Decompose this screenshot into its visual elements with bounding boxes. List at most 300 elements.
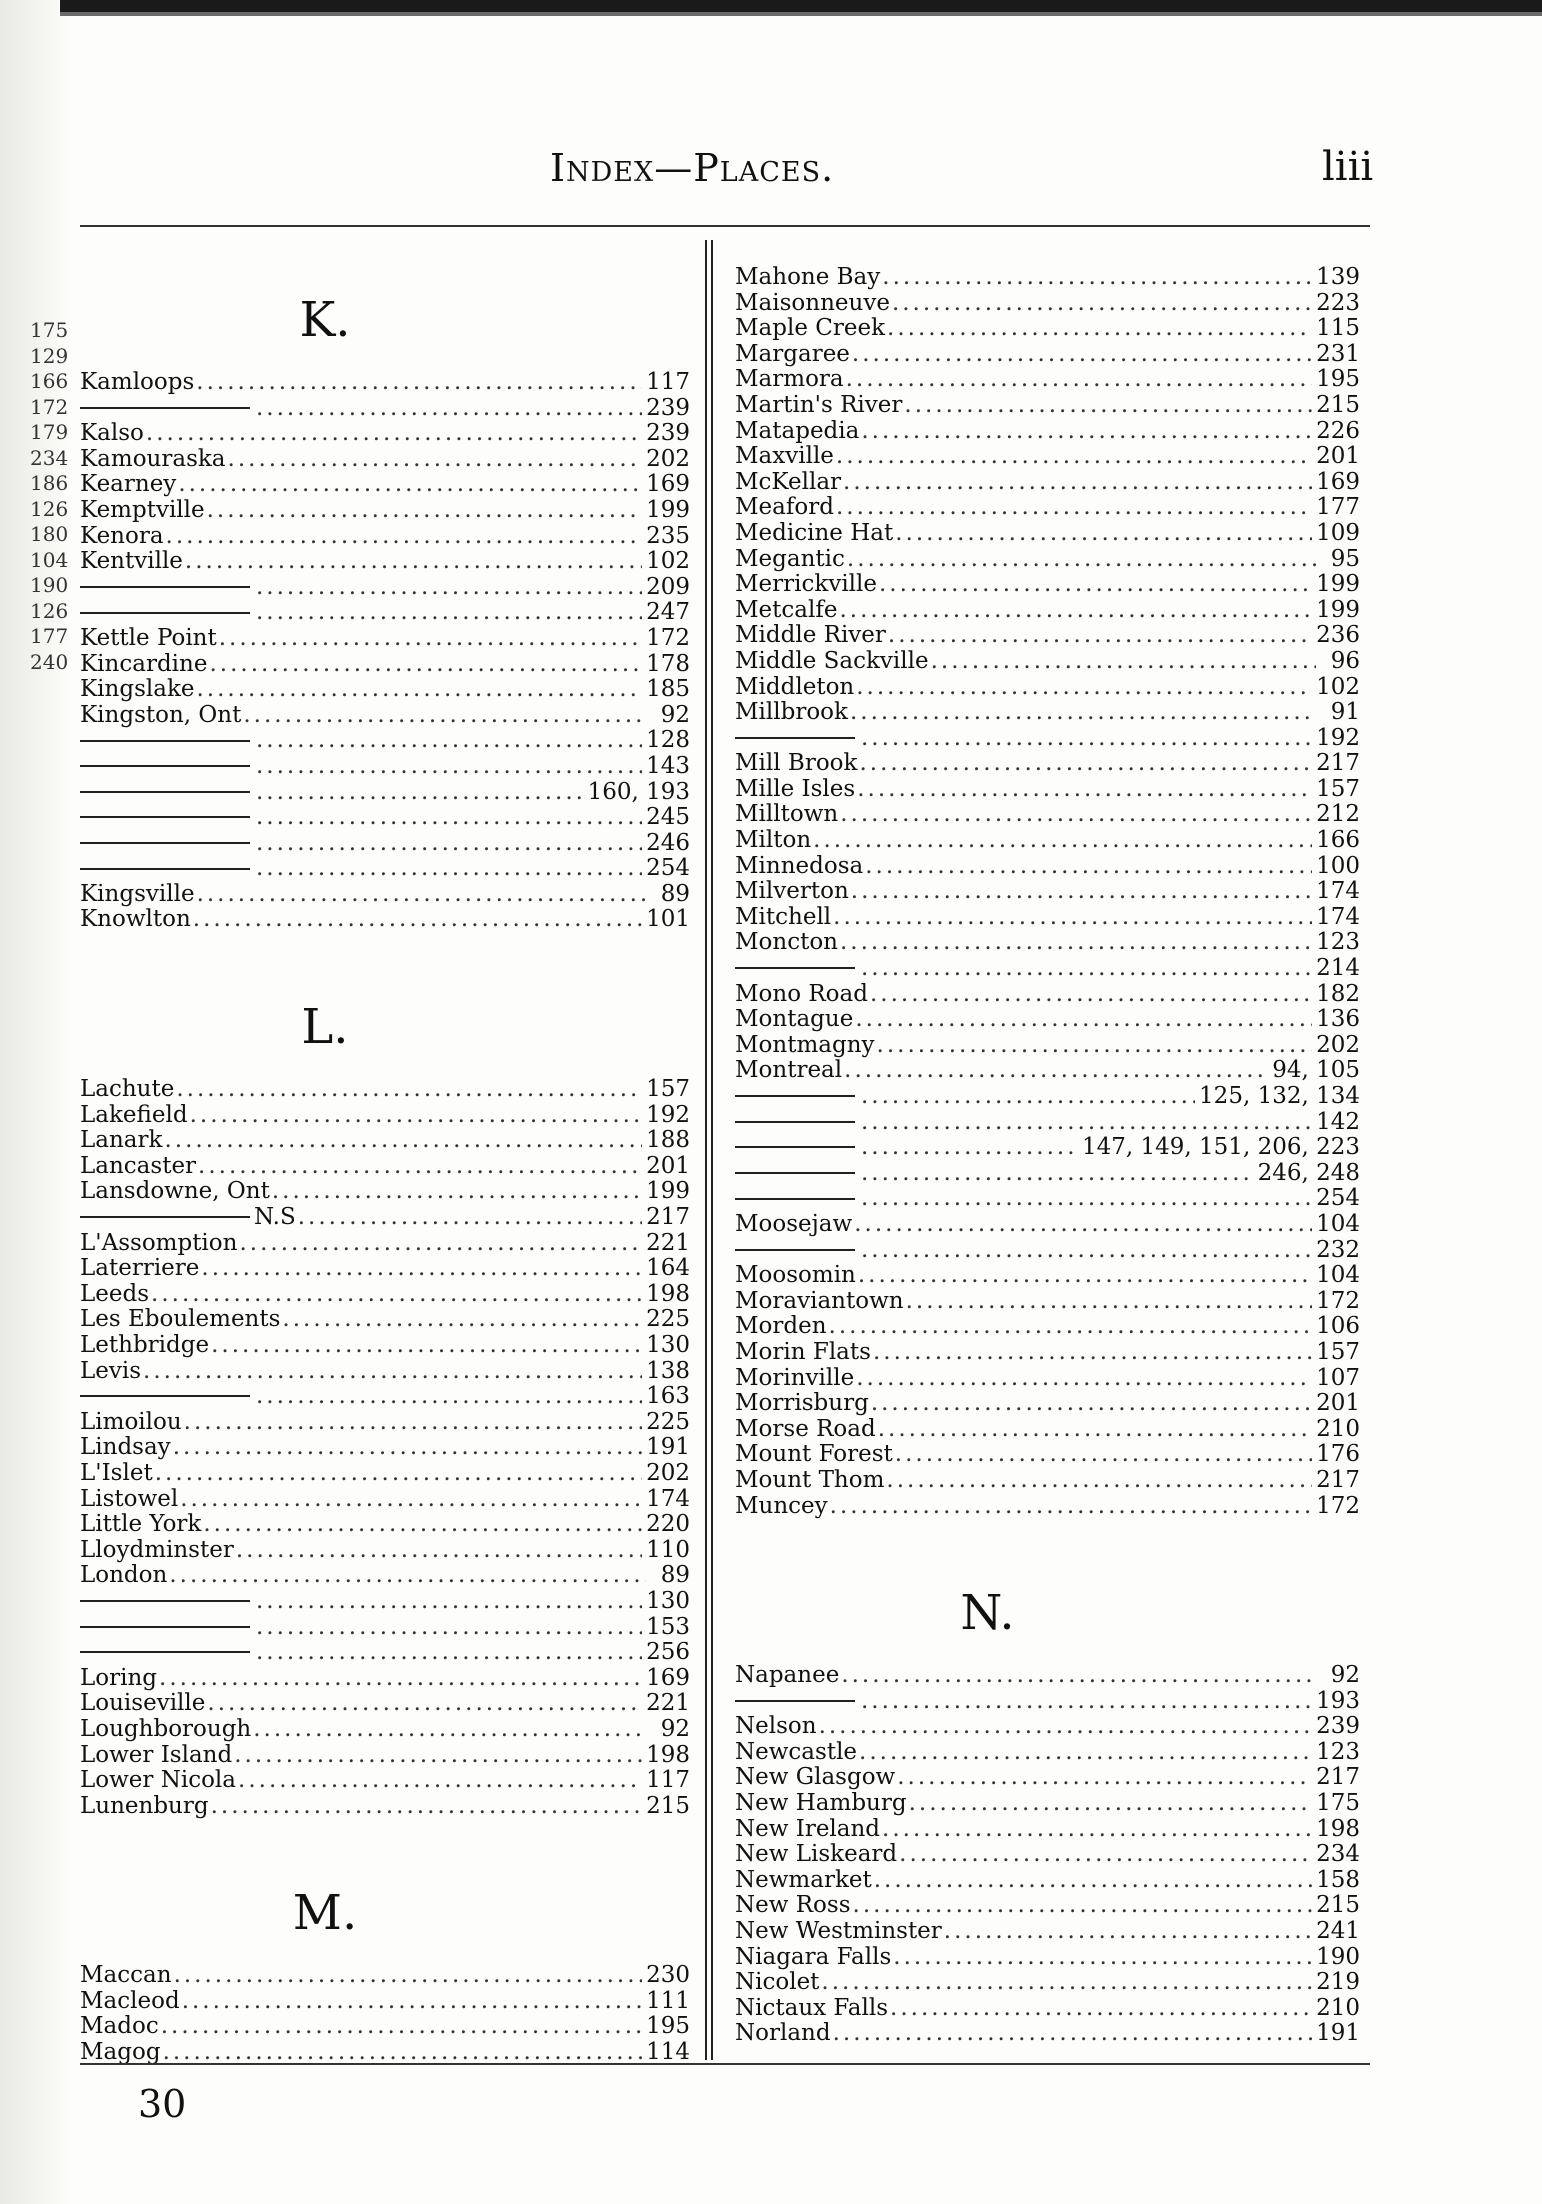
page-references: 175	[1316, 1790, 1360, 1817]
place-name: Nictaux Falls	[735, 1994, 889, 2021]
place-name: Mitchell	[735, 903, 832, 930]
page-references: 139	[1316, 264, 1360, 290]
page-references: 91	[1330, 699, 1360, 726]
leader-dots	[840, 930, 1312, 956]
page-references: 239	[646, 394, 690, 421]
page-title: Index—Places.	[550, 146, 835, 190]
leader-dots	[874, 1868, 1312, 1894]
index-entry	[735, 521, 1360, 547]
place-name: Morinville	[735, 1364, 855, 1391]
leader-dots	[877, 1033, 1313, 1059]
index-entry	[80, 396, 690, 422]
page-references: 142	[1316, 1108, 1360, 1135]
index-entry	[735, 291, 1360, 317]
page-references: 123	[1316, 1738, 1360, 1765]
page-references: 220	[646, 1511, 690, 1538]
ditto-dash	[80, 1216, 250, 1219]
place-name: Lanark	[80, 1127, 163, 1154]
leader-dots	[197, 677, 643, 703]
index-entry	[80, 1154, 690, 1180]
index-entry	[80, 2040, 690, 2066]
leader-dots	[209, 652, 642, 678]
leader-dots	[861, 1186, 1312, 1212]
place-name: Morse Road	[735, 1415, 876, 1442]
ditto-dash	[735, 1700, 855, 1703]
page-references: 128	[646, 727, 690, 754]
index-entry	[735, 342, 1360, 368]
place-name: McKellar	[735, 468, 842, 495]
page-references: 225	[646, 1306, 690, 1333]
index-entry	[735, 572, 1360, 598]
place-name: Kamouraska	[80, 445, 226, 472]
leader-dots	[201, 1256, 642, 1282]
margin-number: 166	[30, 369, 69, 393]
ditto-dash	[80, 740, 250, 743]
place-name: Little York	[80, 1511, 202, 1538]
place-name: Mahone Bay	[735, 264, 881, 290]
roman-page-number: liii	[1322, 144, 1374, 190]
index-entry	[80, 626, 690, 652]
index-entry	[735, 1765, 1360, 1791]
leader-dots	[853, 1893, 1313, 1919]
page-references: 234	[1316, 1841, 1360, 1868]
leader-dots	[840, 802, 1312, 828]
page-references: 178	[646, 650, 690, 677]
index-entry	[735, 879, 1360, 905]
leader-dots	[906, 1289, 1313, 1315]
page-references: 172	[1316, 1287, 1360, 1314]
leader-dots	[890, 1996, 1312, 2022]
leader-dots	[198, 1154, 642, 1180]
index-entry	[80, 882, 690, 908]
index-entry	[80, 1333, 690, 1359]
leader-dots	[870, 982, 1312, 1008]
place-name: Maxville	[735, 443, 834, 470]
margin-number: 126	[30, 598, 69, 623]
index-entry	[735, 675, 1360, 701]
section-letter-heading: K.	[299, 292, 351, 348]
page-edge-bar	[60, 0, 1542, 12]
leader-dots	[169, 1563, 646, 1589]
page-references: 172	[1316, 1492, 1360, 1519]
page-references: 130	[646, 1587, 690, 1614]
page-references: 92	[660, 701, 690, 728]
page-references: 185	[646, 676, 690, 703]
ditto-dash	[735, 1146, 855, 1149]
index-entry	[735, 1919, 1360, 1945]
leader-dots	[207, 1691, 642, 1717]
index-entry	[735, 265, 1360, 291]
page-references: 89	[660, 1562, 690, 1589]
leader-dots	[166, 524, 643, 550]
leader-dots	[858, 1263, 1312, 1289]
leader-dots	[873, 1340, 1312, 1366]
index-entry	[80, 1077, 690, 1103]
index-entry	[735, 905, 1360, 931]
page-references: 199	[1316, 571, 1360, 598]
place-name: Martin's River	[735, 391, 903, 418]
page-references: 110	[646, 1536, 690, 1563]
page-references: 256	[646, 1639, 690, 1666]
leader-dots	[256, 575, 642, 601]
leader-dots	[829, 1314, 1313, 1340]
place-name: Listowel	[80, 1485, 179, 1512]
place-name: Knowlton	[80, 906, 191, 933]
page-references: 123	[1316, 929, 1360, 956]
place-name: Medicine Hat	[735, 519, 894, 546]
page-references: 177	[1316, 494, 1360, 521]
leader-dots	[897, 1765, 1312, 1791]
place-name: New Hamburg	[735, 1790, 907, 1817]
index-entry	[735, 1391, 1360, 1417]
index-entry	[735, 1996, 1360, 2022]
ditto-dash	[735, 1121, 855, 1124]
index-entry	[735, 1494, 1360, 1520]
place-name: Morin Flats	[735, 1338, 871, 1365]
leader-dots	[909, 1791, 1313, 1817]
place-name: Louiseville	[80, 1690, 206, 1717]
margin-number: 180	[30, 522, 69, 546]
leader-dots	[253, 1717, 646, 1743]
margin-number: 179	[30, 420, 69, 444]
page-references: 117	[646, 369, 690, 395]
place-name: New Ireland	[735, 1815, 881, 1842]
page-references: 192	[1316, 724, 1360, 751]
page-references: 245	[646, 804, 690, 831]
leader-dots	[882, 265, 1312, 291]
index-entry	[80, 1307, 690, 1333]
leader-dots	[256, 728, 642, 754]
page-references: 130	[646, 1332, 690, 1358]
index-entry	[735, 470, 1360, 496]
leader-dots	[239, 1231, 642, 1257]
leader-dots	[861, 1689, 1312, 1715]
page-references: 104	[1316, 1210, 1360, 1237]
place-name: New Ross	[735, 1892, 851, 1919]
leader-dots	[882, 1817, 1312, 1843]
index-entry	[735, 956, 1360, 982]
ditto-dash	[735, 967, 855, 970]
leader-dots	[861, 1084, 1195, 1110]
index-entry	[735, 1868, 1360, 1894]
index-entry	[735, 1289, 1360, 1315]
place-name: Kamloops	[80, 369, 195, 395]
page-references: 198	[1316, 1815, 1360, 1842]
page-references: 219	[1316, 1969, 1360, 1996]
page-references: 136	[1316, 1006, 1360, 1033]
page-references: 100	[1316, 852, 1360, 879]
leader-dots	[164, 1128, 642, 1154]
index-entry	[735, 1945, 1360, 1971]
page-references: 190	[1316, 1943, 1360, 1970]
place-name: Moosejaw	[735, 1210, 853, 1237]
index-entry	[80, 1589, 690, 1615]
index-entry	[80, 1231, 690, 1257]
ditto-dash	[80, 1651, 250, 1654]
index-entry	[80, 498, 690, 524]
index-entry	[735, 1970, 1360, 1996]
page-references: 89	[660, 880, 690, 907]
place-name: Lethbridge	[80, 1332, 210, 1358]
place-name: Mount Thom	[735, 1466, 885, 1493]
leader-dots	[185, 549, 642, 575]
index-entry	[80, 1989, 690, 2015]
index-entry	[80, 1615, 690, 1641]
index-entry	[735, 1238, 1360, 1264]
page-references: 215	[1316, 391, 1360, 418]
leader-dots	[944, 1919, 1312, 1945]
ditto-dash	[80, 1626, 250, 1629]
page-references: 163	[646, 1383, 690, 1410]
index-entry	[735, 419, 1360, 445]
index-entry	[735, 777, 1360, 803]
place-name: Marmora	[735, 366, 844, 393]
page-references: 221	[646, 1229, 690, 1256]
leader-dots	[878, 1417, 1312, 1443]
place-name: Montreal	[735, 1057, 843, 1084]
margin-number: 240	[30, 649, 69, 674]
index-entry	[735, 1314, 1360, 1340]
place-name: Madoc	[80, 2013, 159, 2040]
place-name: Lower Island	[80, 1741, 233, 1768]
page-references: 193	[1316, 1687, 1360, 1714]
page-references: 192	[646, 1101, 690, 1128]
index-entry	[80, 421, 690, 447]
leader-dots	[155, 1461, 642, 1487]
place-name: Millbrook	[735, 699, 848, 726]
page-references: 109	[1316, 519, 1360, 546]
index-entry	[735, 700, 1360, 726]
page-references: 195	[646, 2013, 690, 2040]
page-references: 166	[1316, 827, 1360, 854]
place-name: Lindsay	[80, 1434, 171, 1461]
place-name: Megantic	[735, 545, 845, 572]
leader-dots	[256, 1615, 642, 1641]
leader-dots	[852, 342, 1312, 368]
index-entry	[80, 575, 690, 601]
place-name: Mono Road	[735, 980, 868, 1007]
margin-number: 177	[30, 624, 69, 648]
place-name: Morden	[735, 1313, 827, 1340]
ditto-dash	[80, 868, 250, 871]
place-name: Nelson	[735, 1713, 817, 1740]
leader-dots	[892, 291, 1312, 317]
place-name: Kalso	[80, 420, 144, 447]
place-name: Middleton	[735, 673, 855, 700]
page-references: 199	[646, 1178, 690, 1205]
place-name: Newcastle	[735, 1738, 858, 1765]
page-references: 254	[1316, 1185, 1360, 1212]
margin-number: 126	[30, 496, 69, 521]
place-name: Leeds	[80, 1280, 150, 1307]
leader-dots	[855, 1007, 1312, 1033]
leader-dots	[256, 1589, 642, 1615]
page-references: 235	[646, 522, 690, 549]
index-entry	[80, 805, 690, 831]
page-references: 114	[646, 2039, 690, 2066]
page-references: 198	[646, 1280, 690, 1307]
page-references: 143	[646, 752, 690, 779]
leader-dots	[219, 626, 642, 652]
index-entry	[80, 1640, 690, 1666]
page-references: 217	[1316, 1466, 1360, 1493]
page-references: 157	[1316, 775, 1360, 802]
margin-number: 172	[30, 394, 69, 419]
index-entry	[80, 524, 690, 550]
place-name: Milton	[735, 827, 812, 854]
margin-number: 234	[30, 445, 69, 470]
page-references: 236	[1316, 622, 1360, 649]
page-references: 164	[646, 1255, 690, 1282]
index-entry	[735, 393, 1360, 419]
place-name: L'Assomption	[80, 1229, 238, 1256]
leader-dots	[256, 856, 642, 882]
page-references: 217	[646, 1204, 690, 1231]
page-references: 111	[646, 1987, 690, 2014]
index-entry	[80, 1282, 690, 1308]
index-entry	[80, 1743, 690, 1769]
place-name: Minnedosa	[735, 852, 864, 879]
leader-dots	[819, 1714, 1313, 1740]
leader-dots	[256, 396, 642, 422]
leader-dots	[844, 1058, 1268, 1084]
ditto-dash	[80, 765, 250, 768]
leader-dots	[861, 1135, 1078, 1161]
place-name: Kingston, Ont	[80, 701, 242, 728]
page-references: 157	[646, 1076, 690, 1103]
place-name: Macleod	[80, 1987, 180, 2014]
place-name: Lansdowne, Ont	[80, 1178, 270, 1205]
index-entry	[735, 1263, 1360, 1289]
index-entry	[735, 1058, 1360, 1084]
place-name: Niagara Falls	[735, 1943, 892, 1970]
leader-dots	[861, 1161, 1254, 1187]
place-name: Limoilou	[80, 1408, 182, 1435]
column-divider	[705, 240, 713, 2060]
index-entry	[80, 1461, 690, 1487]
ditto-dash	[735, 1172, 855, 1175]
index-entry	[735, 1417, 1360, 1443]
leader-dots	[861, 956, 1312, 982]
page-references: 215	[646, 1792, 690, 1819]
ditto-dash	[80, 842, 250, 845]
leader-dots	[151, 1282, 642, 1308]
page-references: 117	[646, 1767, 690, 1794]
leader-dots	[847, 547, 1316, 573]
leader-dots	[234, 1743, 642, 1769]
leader-dots	[904, 393, 1312, 419]
leader-dots	[256, 1384, 642, 1410]
index-entry	[80, 1410, 690, 1436]
index-column-left	[80, 270, 690, 2066]
index-entry	[735, 854, 1360, 880]
leader-dots	[886, 1468, 1312, 1494]
margin-number: 104	[30, 547, 69, 572]
place-name: Kenora	[80, 522, 164, 549]
leader-dots	[146, 421, 642, 447]
margin-number: 129	[30, 343, 69, 368]
page-references: 214	[1316, 955, 1360, 982]
place-name: Lakefield	[80, 1101, 188, 1128]
index-entry	[735, 1033, 1360, 1059]
leader-dots	[211, 1333, 642, 1359]
page-references: 202	[646, 445, 690, 472]
page-references: 92	[1330, 1662, 1360, 1689]
index-entry	[735, 1186, 1360, 1212]
index-entry	[80, 1768, 690, 1794]
page-references: 239	[1316, 1713, 1360, 1740]
leader-dots	[256, 805, 642, 831]
index-entry	[735, 1442, 1360, 1468]
place-name: Montague	[735, 1006, 854, 1033]
place-name: Lloydminster	[80, 1536, 234, 1563]
index-entry	[735, 1110, 1360, 1136]
page-references: 246	[646, 829, 690, 856]
page-references: 102	[1316, 673, 1360, 700]
page-references: 101	[646, 906, 690, 933]
page-references: 199	[646, 496, 690, 523]
leader-dots	[871, 1391, 1312, 1417]
place-name: Kettle Point	[80, 624, 217, 651]
index-entry	[80, 370, 690, 396]
margin-number: 190	[30, 573, 69, 597]
page-references: 96	[1330, 647, 1360, 674]
leader-dots	[176, 1077, 642, 1103]
index-entry	[80, 447, 690, 473]
leader-dots	[243, 703, 646, 729]
place-name: Milverton	[735, 878, 849, 905]
index-entry	[735, 1740, 1360, 1766]
ditto-dash	[80, 1395, 250, 1398]
index-entry	[80, 1666, 690, 1692]
index-entry	[80, 1359, 690, 1385]
ditto-dash	[80, 586, 250, 589]
place-name: Lunenburg	[80, 1792, 209, 1819]
leader-dots	[143, 1359, 642, 1385]
leader-dots	[859, 1740, 1312, 1766]
place-name: Lancaster	[80, 1152, 197, 1179]
leader-dots	[193, 907, 642, 933]
page-references: 169	[646, 471, 690, 498]
page-references: 106	[1316, 1313, 1360, 1340]
index-entry	[80, 1963, 690, 1989]
page-references: 160, 193	[587, 778, 690, 805]
place-name: Matapedia	[735, 417, 860, 444]
place-name: Loring	[80, 1664, 158, 1691]
leader-dots	[836, 495, 1312, 521]
ditto-dash	[80, 816, 250, 819]
page-references: 191	[1316, 2020, 1360, 2047]
index-entry	[80, 1794, 690, 1820]
page-references: 210	[1316, 1994, 1360, 2021]
page-references: 221	[646, 1690, 690, 1717]
page-references: 157	[1316, 1338, 1360, 1365]
index-entry	[80, 1538, 690, 1564]
page-references: 201	[1316, 1390, 1360, 1417]
leader-dots	[856, 675, 1312, 701]
page-references: 254	[646, 855, 690, 882]
leader-dots	[879, 572, 1312, 598]
place-name: Milltown	[735, 801, 839, 828]
place-name: Margaree	[735, 340, 850, 367]
leader-dots	[839, 598, 1312, 624]
index-entry	[80, 780, 690, 806]
index-entry	[735, 1340, 1360, 1366]
leader-dots	[846, 367, 1312, 393]
index-entry	[735, 828, 1360, 854]
place-name: Muncey	[735, 1492, 828, 1519]
leader-dots	[256, 831, 642, 857]
